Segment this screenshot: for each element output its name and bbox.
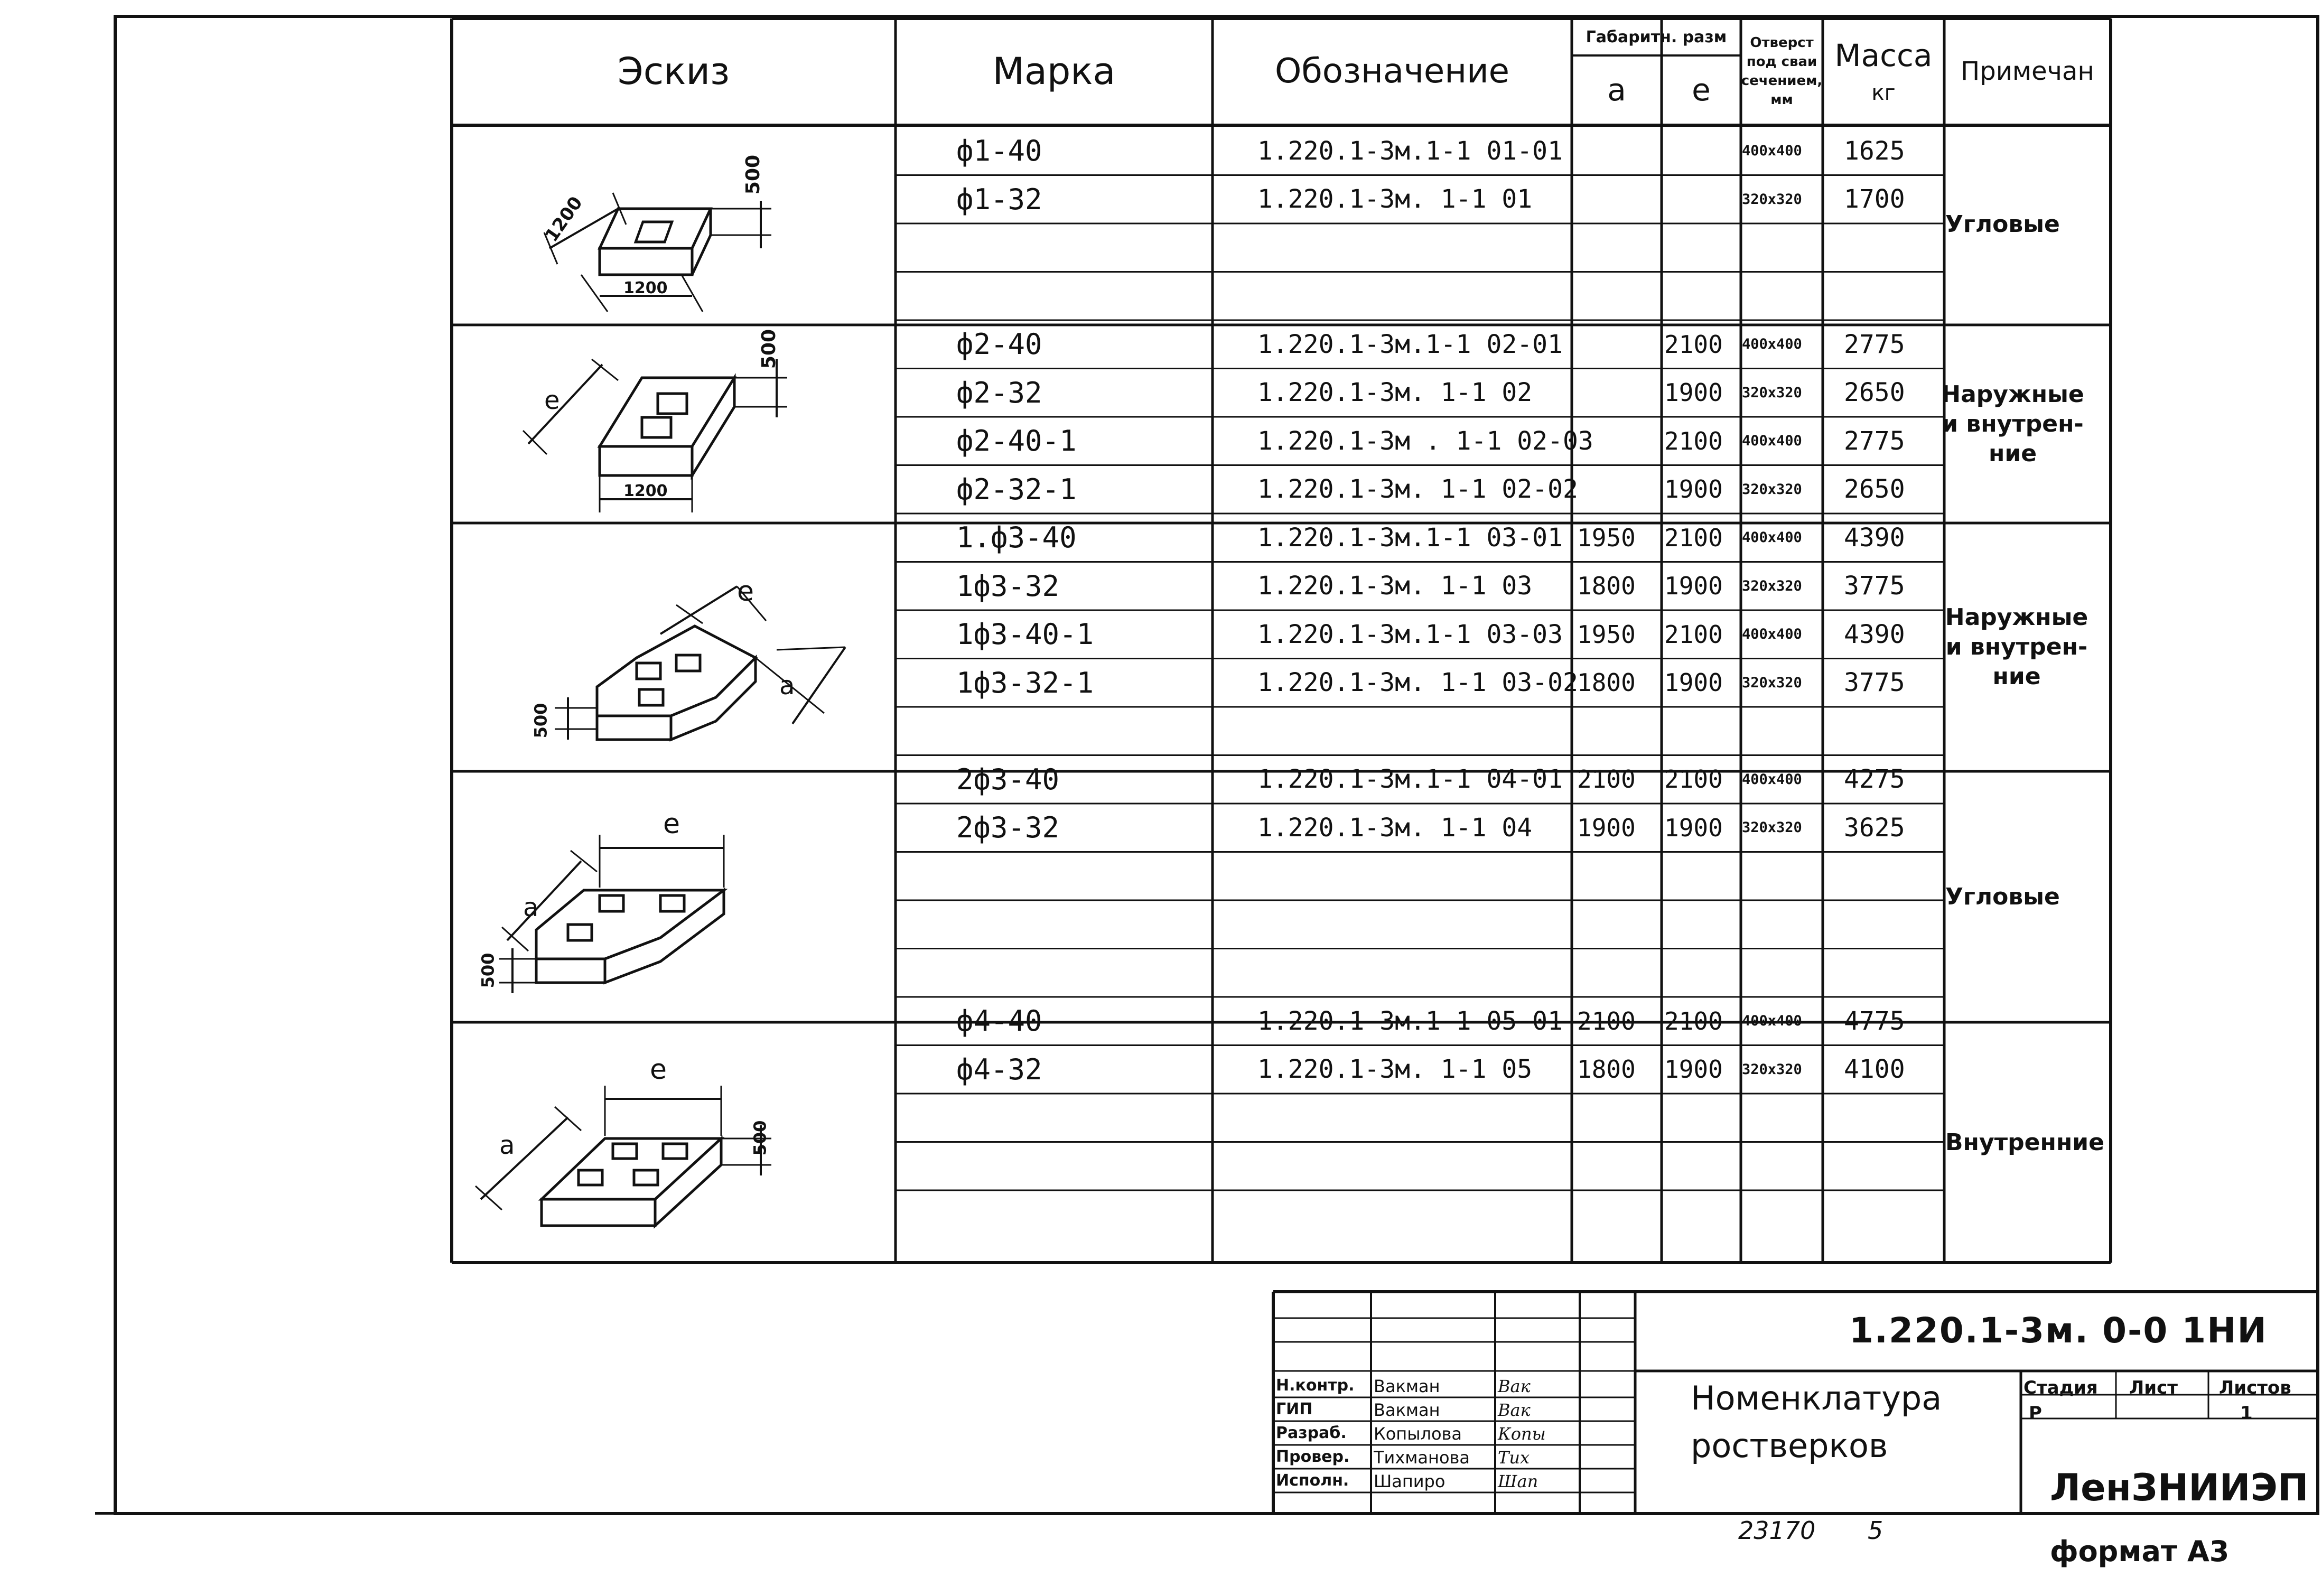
- cell-mass: [1844, 707, 1939, 755]
- cell-dim-e: [1664, 1094, 1741, 1142]
- cell-holes: 400х400: [1742, 529, 1802, 546]
- cell-designation: 1.220.1-3м. 1-1 02: [1257, 378, 1533, 408]
- cell-holes: [1742, 949, 1821, 997]
- cell-dim-e: [1664, 175, 1741, 224]
- cell-dim-e: 2100: [1664, 620, 1723, 649]
- s2-e-label: e: [544, 386, 560, 415]
- cell-mass: 2775: [1844, 426, 1905, 456]
- s3-height-label: 500: [530, 703, 551, 739]
- cell-dim-a: [1577, 127, 1662, 175]
- cell-mark: ф2-40: [956, 328, 1042, 361]
- sheet-label: Лист: [2129, 1377, 2178, 1398]
- cell-dim-a: 1950: [1577, 620, 1636, 649]
- signature-role: Разраб.: [1276, 1424, 1347, 1442]
- s3-a-label: a: [779, 671, 795, 701]
- cell-designation: 1.220.1-3м. 1-1 04: [1257, 813, 1533, 843]
- stage-label: Стадия: [2023, 1377, 2098, 1398]
- cell-mark: 1ф3-40-1: [956, 618, 1094, 651]
- cell-dim-a: 1800: [1577, 1055, 1636, 1084]
- sketch-f3-1: [555, 586, 845, 740]
- cell-mark: [956, 223, 1210, 272]
- cell-mass: [1844, 900, 1939, 949]
- format-label: формат А3: [2050, 1535, 2230, 1568]
- cell-mark: 2ф3-32: [956, 811, 1060, 845]
- cell-holes: [1742, 1142, 1821, 1191]
- signature-role: ГИП: [1276, 1400, 1313, 1418]
- signature-name: Тихманова: [1374, 1448, 1470, 1468]
- note-group-3: Наружные и внутрен- ние: [1945, 604, 2088, 690]
- cell-mark: [956, 707, 1210, 755]
- cell-dim-e: [1664, 1142, 1741, 1191]
- note-group-1: Угловые: [1945, 211, 2060, 238]
- header-designation: Обозначение: [1274, 52, 1510, 91]
- cell-dim-a: [1577, 852, 1662, 901]
- cell-designation: 1.220.1-3м . 1-1 02-03: [1257, 426, 1593, 456]
- signature-mark: Вак: [1498, 1400, 1531, 1420]
- cell-mark: 2ф3-40: [956, 762, 1060, 796]
- cell-dim-e: [1664, 272, 1741, 321]
- header-mark: Марка: [992, 50, 1116, 93]
- cell-designation: [1257, 707, 1572, 755]
- cell-dim-a: 1950: [1577, 523, 1636, 552]
- cell-mass: 2775: [1844, 329, 1905, 359]
- cell-dim-a: [1577, 369, 1662, 417]
- title-line-1: Номенклатура: [1691, 1379, 1942, 1417]
- cell-designation: [1257, 1190, 1572, 1239]
- s2-height-label: 500: [758, 329, 780, 369]
- cell-mark: 1ф3-32-1: [956, 666, 1094, 699]
- cell-designation: 1.220.1-3м.1-1 01-01: [1257, 136, 1563, 166]
- cell-dim-e: 1900: [1664, 378, 1723, 407]
- cell-mass: 4100: [1844, 1054, 1905, 1085]
- cell-designation: 1.220.1-3м. 1-1 05: [1257, 1054, 1533, 1085]
- cell-mark: [956, 900, 1210, 949]
- cell-holes: [1742, 223, 1821, 272]
- cell-holes: [1742, 272, 1821, 321]
- signature-role: Провер.: [1276, 1448, 1350, 1466]
- cell-designation: 1.220.1-3м. 1-1 03: [1257, 571, 1533, 601]
- cell-holes: 320х320: [1742, 1061, 1802, 1078]
- cell-dim-e: [1664, 900, 1741, 949]
- cell-holes: 400х400: [1742, 626, 1802, 643]
- header-notes: Примечан: [1961, 57, 2094, 86]
- cell-mass: 4390: [1844, 522, 1905, 553]
- cell-mass: 3775: [1844, 668, 1905, 698]
- header-holes: Отверст под сваи сечением, мм: [1741, 35, 1823, 108]
- cell-holes: 320х320: [1742, 674, 1802, 691]
- header-sketch: Эскиз: [617, 50, 730, 93]
- cell-designation: [1257, 1094, 1572, 1142]
- header-mass-label: Масса: [1834, 38, 1933, 73]
- sheets-value: 1: [2240, 1403, 2253, 1424]
- cell-designation: [1257, 900, 1572, 949]
- cell-mass: 3625: [1844, 813, 1905, 843]
- cell-dim-a: [1577, 465, 1662, 514]
- cell-dim-a: [1577, 175, 1662, 224]
- note-group-2: Наружные и внутрен- ние: [1941, 380, 2084, 467]
- cell-designation: 1.220.1-3м. 1-1 03-02: [1257, 668, 1578, 698]
- signature-role: Н.контр.: [1276, 1376, 1355, 1395]
- cell-holes: 320х320: [1742, 481, 1802, 498]
- cell-mass: [1844, 949, 1939, 997]
- doc-code: 1.220.1-3м. 0-0 1НИ: [1849, 1310, 2268, 1351]
- s3-e-label: e: [737, 576, 754, 608]
- signature-mark: Вак: [1498, 1376, 1531, 1396]
- note-group-4: Угловые: [1945, 883, 2060, 910]
- cell-dim-e: 2100: [1664, 330, 1723, 359]
- cell-mark: 1.ф3-40: [956, 521, 1077, 555]
- s1-width-label: 1200: [623, 279, 668, 297]
- cell-mass: [1844, 1094, 1939, 1142]
- cell-mark: ф2-40-1: [956, 424, 1077, 458]
- s5-height-label: 500: [750, 1120, 770, 1156]
- cell-holes: [1742, 1190, 1821, 1239]
- cell-mark: ф2-32-1: [956, 472, 1077, 506]
- s5-e-label: e: [650, 1054, 667, 1086]
- cell-dim-e: 2100: [1664, 765, 1723, 794]
- cell-holes: 320х320: [1742, 191, 1802, 208]
- signature-mark: Шап: [1498, 1471, 1538, 1491]
- cell-mark: [956, 1190, 1210, 1239]
- cell-dim-e: [1664, 223, 1741, 272]
- cell-designation: 1.220.1-3м. 1-1 02-02: [1257, 474, 1578, 505]
- note-group-5: Внутренние: [1945, 1128, 2104, 1156]
- organization: ЛенЗНИИЭП: [2050, 1466, 2309, 1509]
- cell-holes: [1742, 852, 1821, 901]
- cell-dim-a: [1577, 707, 1662, 755]
- s4-height-label: 500: [478, 953, 498, 988]
- cell-dim-a: [1577, 1094, 1662, 1142]
- signature-name: Вакман: [1374, 1376, 1440, 1396]
- cell-dim-a: [1577, 320, 1662, 369]
- stage-value: Р: [2029, 1403, 2042, 1424]
- sketch-f4: [475, 1086, 771, 1226]
- cell-mass: 4775: [1844, 1006, 1905, 1036]
- cell-dim-e: 1900: [1664, 1055, 1723, 1084]
- cell-mark: ф1-32: [956, 182, 1042, 216]
- cell-holes: [1742, 900, 1821, 949]
- cell-mass: [1844, 852, 1939, 901]
- cell-dim-a: [1577, 417, 1662, 465]
- s4-e-label: e: [663, 808, 680, 840]
- cell-dim-a: [1577, 949, 1662, 997]
- cell-holes: [1742, 1094, 1821, 1142]
- cell-designation: [1257, 852, 1572, 901]
- cell-mass: 4275: [1844, 764, 1905, 795]
- cell-mark: [956, 1094, 1210, 1142]
- cell-dim-e: 2100: [1664, 523, 1723, 552]
- sheets-label: Листов: [2219, 1377, 2291, 1398]
- cell-dim-e: [1664, 949, 1741, 997]
- s5-a-label: a: [499, 1131, 515, 1160]
- s1-depth-label: 1200: [540, 192, 587, 246]
- cell-holes: 400х400: [1742, 336, 1802, 353]
- cell-mark: ф4-40: [956, 1004, 1042, 1038]
- cell-mark: ф4-32: [956, 1052, 1042, 1086]
- cell-mark: ф2-32: [956, 376, 1042, 409]
- cell-designation: 1.220.1-3м.1-1 03-01: [1257, 522, 1563, 553]
- s2-width-label: 1200: [623, 482, 668, 500]
- cell-holes: 320х320: [1742, 384, 1802, 401]
- cell-dim-e: 1900: [1664, 668, 1723, 697]
- cell-designation: 1.220.1-3м.1-1 02-01: [1257, 329, 1563, 359]
- cell-dim-a: 1900: [1577, 813, 1636, 842]
- header-dim-a: a: [1607, 72, 1626, 108]
- cell-designation: [1257, 949, 1572, 997]
- cell-mark: ф1-40: [956, 134, 1042, 168]
- cell-mass: 1625: [1844, 136, 1905, 166]
- cell-dim-e: 2100: [1664, 426, 1723, 455]
- signature-mark: Копы: [1498, 1424, 1546, 1444]
- cell-dim-e: [1664, 1190, 1741, 1239]
- cell-holes: 400х400: [1742, 1013, 1802, 1030]
- cell-dim-a: 1800: [1577, 668, 1636, 697]
- cell-designation: [1257, 223, 1572, 272]
- cell-holes: 400х400: [1742, 433, 1802, 450]
- cell-dim-a: 2100: [1577, 1006, 1636, 1035]
- cell-dim-a: [1577, 223, 1662, 272]
- cell-mark: [956, 949, 1210, 997]
- cell-holes: 400х400: [1742, 143, 1802, 160]
- signature-role: Исполн.: [1276, 1471, 1349, 1490]
- cell-mass: [1844, 272, 1939, 321]
- cell-mass: 2650: [1844, 474, 1905, 505]
- signature-mark: Тих: [1498, 1448, 1530, 1468]
- cell-dim-a: [1577, 272, 1662, 321]
- s4-a-label: a: [523, 893, 539, 922]
- cell-dim-a: [1577, 900, 1662, 949]
- cell-mark: 1ф3-32: [956, 569, 1060, 603]
- cell-dim-a: 2100: [1577, 765, 1636, 794]
- cell-mass: 4390: [1844, 619, 1905, 649]
- title-line-2: ростверков: [1691, 1426, 1888, 1465]
- cell-mass: 2650: [1844, 378, 1905, 408]
- cell-designation: 1.220.1-3м.1-1 04-01: [1257, 764, 1563, 795]
- cell-holes: 320х320: [1742, 819, 1802, 836]
- cell-mass: [1844, 1190, 1939, 1239]
- cell-designation: 1.220.1-3м. 1-1 01: [1257, 184, 1533, 214]
- s1-height-label: 500: [742, 154, 764, 195]
- cell-dim-e: 1900: [1664, 475, 1723, 504]
- signature-name: Вакман: [1374, 1400, 1440, 1420]
- header-dims: Габаритн. разм: [1586, 27, 1727, 46]
- cell-mark: [956, 1142, 1210, 1191]
- cell-designation: 1.220.1-3м.1-1 03-03: [1257, 619, 1563, 649]
- header-mass-unit: кг: [1871, 81, 1896, 105]
- cell-designation: 1.220.1-3м.1-1 05-01: [1257, 1006, 1563, 1036]
- cell-dim-a: 1800: [1577, 572, 1636, 601]
- cell-dim-e: 2100: [1664, 1006, 1723, 1035]
- cell-dim-e: [1664, 707, 1741, 755]
- cell-dim-e: [1664, 127, 1741, 175]
- cell-mark: [956, 852, 1210, 901]
- cell-mass: [1844, 1142, 1939, 1191]
- header-dim-e: e: [1692, 72, 1711, 108]
- signature-name: Копылова: [1374, 1424, 1462, 1444]
- cell-designation: [1257, 272, 1572, 321]
- cell-mass: 1700: [1844, 184, 1905, 214]
- signature-name: Шапиро: [1374, 1471, 1446, 1491]
- cell-dim-a: [1577, 1190, 1662, 1239]
- cell-designation: [1257, 1142, 1572, 1191]
- cell-holes: [1742, 707, 1821, 755]
- cell-dim-e: 1900: [1664, 572, 1723, 601]
- cell-dim-e: [1664, 852, 1741, 901]
- cell-mass: [1844, 223, 1939, 272]
- cell-dim-e: 1900: [1664, 813, 1723, 842]
- cell-mass: 3775: [1844, 571, 1905, 601]
- cell-mark: [956, 272, 1210, 321]
- cell-dim-a: [1577, 1142, 1662, 1191]
- cell-holes: 400х400: [1742, 771, 1802, 788]
- inventory-number: 23170: [1738, 1516, 1816, 1545]
- inventory-sheet: 5: [1868, 1516, 1883, 1545]
- cell-holes: 320х320: [1742, 577, 1802, 594]
